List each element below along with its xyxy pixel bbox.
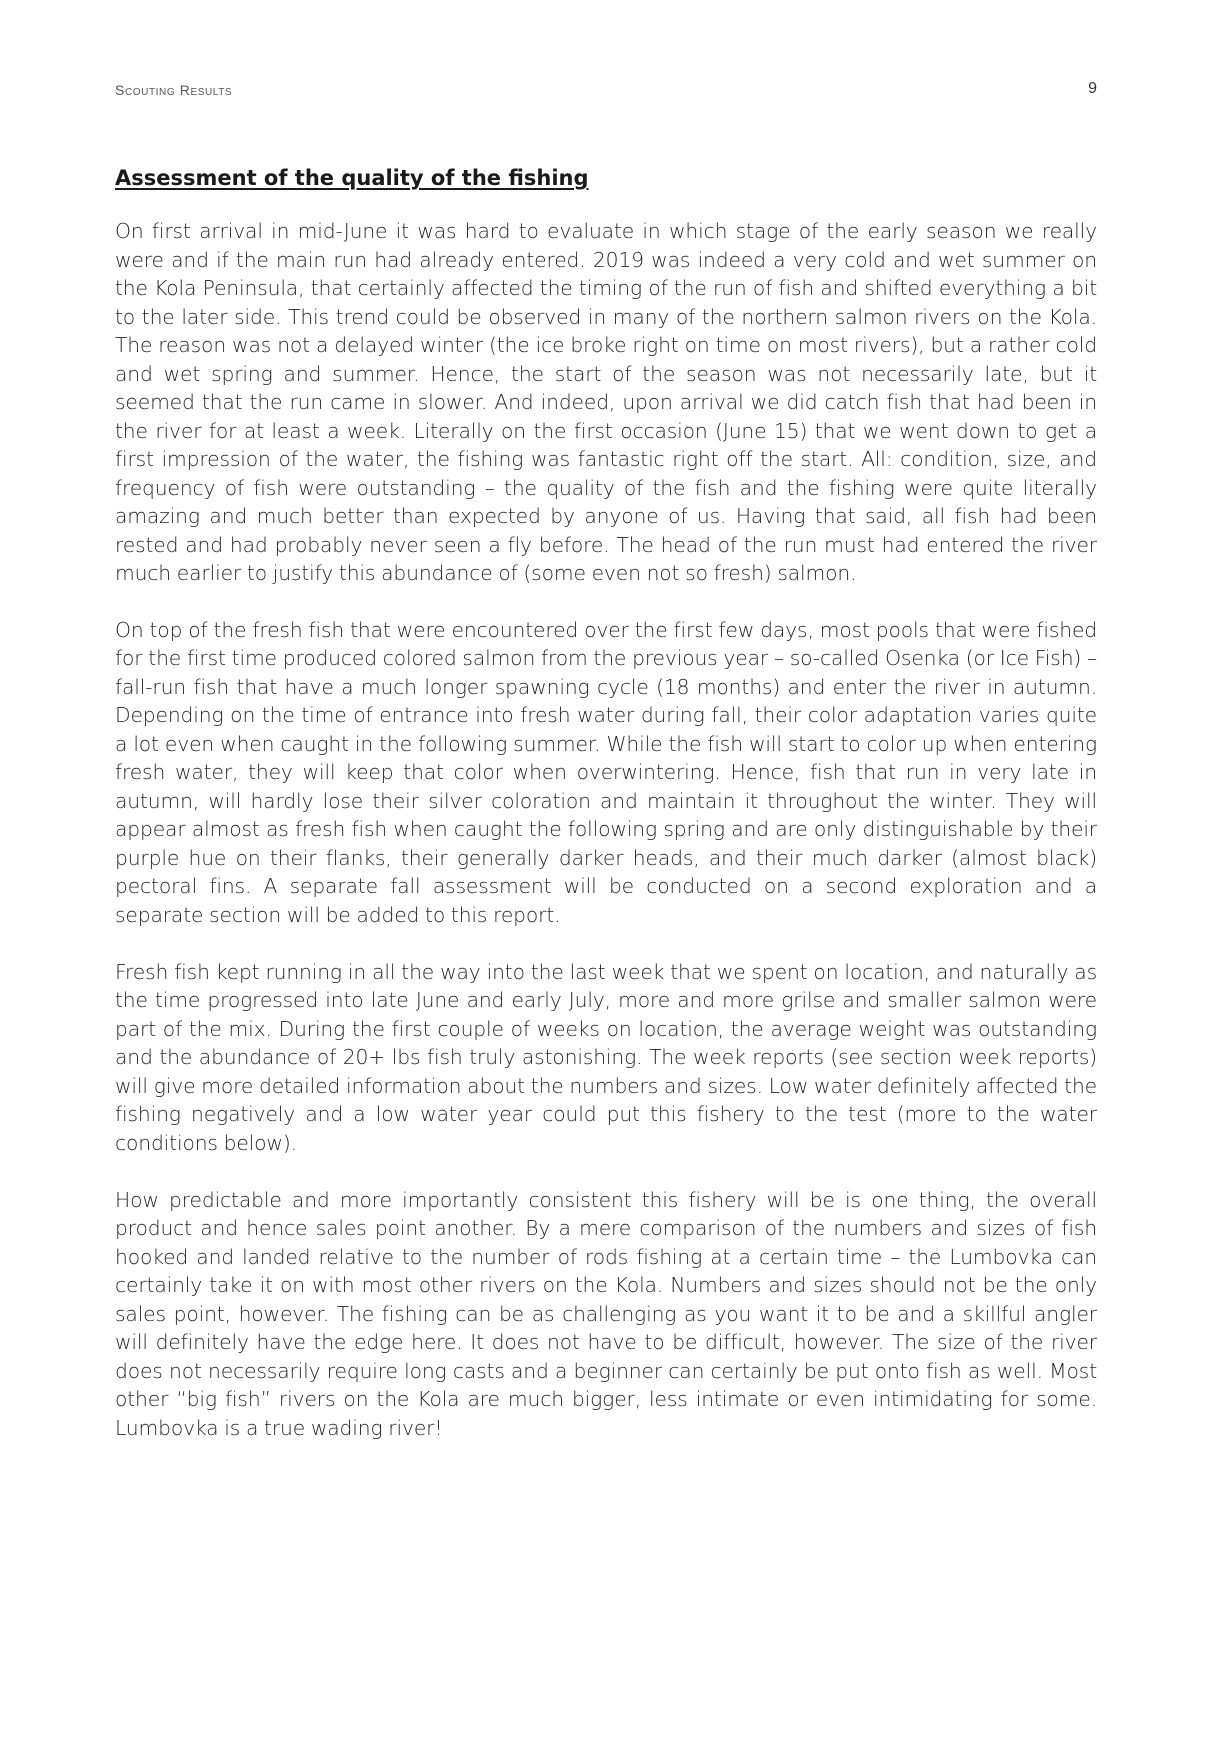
page-number: 9 <box>1088 80 1097 97</box>
paragraph: On top of the fresh fish that were encountered over the first few days, most pools that were fished for the first time produced colored salmon from the previous year – so-called Osenka (or Ice Fish) – fall-run fish that have a much longer spawning cycle (18 months) and enter the river in autumn. Depending on the time of entrance into fresh water during fall, their color adaptation varies quite a lot even when caught in the following summer. While the fish will start to color up when entering fresh water, they will keep that color when overwintering. Hence, fish that run in very late in autumn, will hardly lose their silver coloration and maintain it throughout the winter. They will appear almost as fresh fish when caught the following spring and are only distinguishable by their purple hue on their flanks, their generally darker heads, and their much darker (almost black) pectoral fins. A separate fall assessment will be conducted on a second exploration and a separate section will be added to this report. <box>115 617 1097 927</box>
paragraph: On first arrival in mid-June it was hard to evaluate in which stage of the early season we really were and if the main run had already entered. 2019 was indeed a very cold and wet summer on the Kola Peninsula, that certainly affected the timing of the run of fish and shifted everything a bit to the later side. This trend could be observed in many of the northern salmon rivers on the Kola. The reason was not a delayed winter (the ice broke right on time on most rivers), but a rather cold and wet spring and summer. Hence, the start of the season was not necessarily late, but it seemed that the run came in slower. And indeed, upon arrival we did catch fish that had been in the river for at least a week. Literally on the first occasion (June 15) that we went down to get a first impression of the water, the fishing was fantastic right off the start. All: condition, size, and frequency of fish were outstanding – the quality of the fish and the fishing were quite literally amazing and much better than expected by anyone of us. Having that said, all fish had been rested and had probably never seen a fly before. The head of the run must had entered the river much earlier to justify this abundance of (some even not so fresh) salmon. <box>115 219 1097 585</box>
section-body <box>115 163 1097 1471</box>
section-title: Assessment of the quality of the fishing <box>115 166 589 190</box>
paragraph: How predictable and more importantly consistent this fishery will be is one thing, the overall product and hence sales point another. By a mere comparison of the numbers and sizes of fish hooked and landed relative to the number of rods fishing at a certain time – the Lumbovka can certainly take it on with most other rivers on the Kola. Numbers and sizes should not be the only sales point, however. The fishing can be as challenging as you want it to be and a skillful angler will definitely have the edge here. It does not have to be difficult, however. The size of the river does not necessarily require long casts and a beginner can certainly be put onto fish as well. Most other “big fish” rivers on the Kola are much bigger, less intimate or even intimidating for some. Lumbovka is a true wading river! <box>115 1187 1097 1440</box>
paragraph: Fresh fish kept running in all the way into the last week that we spent on location, and naturally as the time progressed into late June and early July, more and more grilse and smaller salmon were part of the mix. During the first couple of weeks on location, the average weight was outstanding and the abundance of 20+ lbs fish truly astonishing. The week reports (see section week reports) will give more detailed information about the numbers and sizes. Low water definitely affected the fishing negatively and a low water year could put this fishery to the test (more to the water conditions below). <box>115 959 1097 1155</box>
running-header: Scouting Results <box>115 82 233 98</box>
